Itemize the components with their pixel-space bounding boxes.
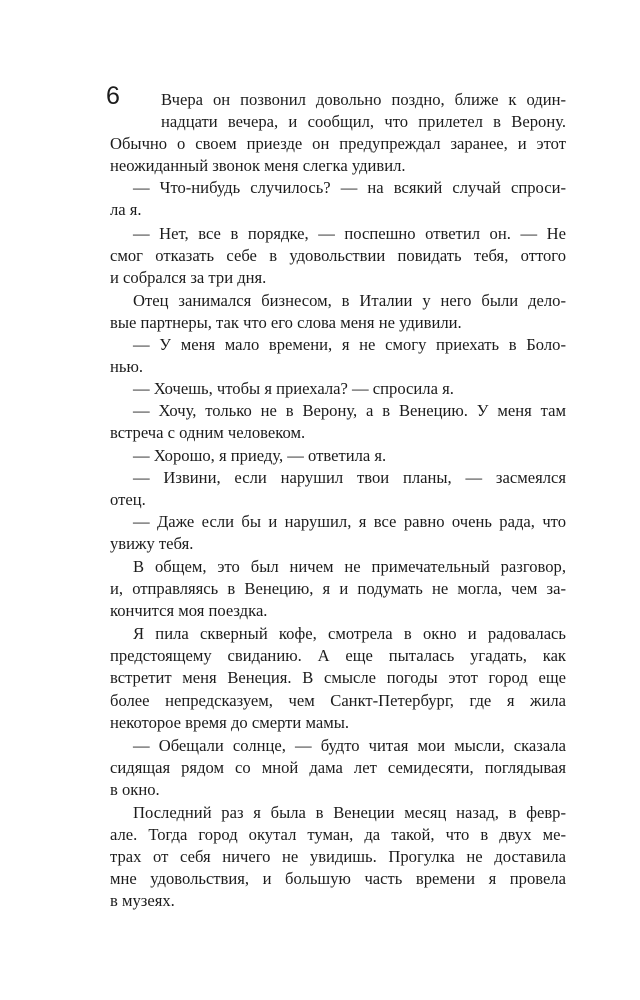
text-line: предстоящему свиданию. А еще пыталась угадать, как xyxy=(110,646,566,666)
text-line: — Даже если бы и нарушил, я все равно очень рада, что xyxy=(133,511,566,531)
text-line: и, отправляясь в Венецию, я и подумать не могла, чем за- xyxy=(110,579,566,599)
text-line: надцати вечера, и сообщил, что прилетел в Верону. xyxy=(161,112,566,132)
text-line: и собрался за три дня. xyxy=(110,267,267,287)
text-line: в музеях. xyxy=(110,891,175,911)
text-line: Последний раз я была в Венеции месяц назад, в февр- xyxy=(133,803,566,822)
text-line: — Извини, если нарушил твои планы, — засмеялся xyxy=(133,467,566,487)
text-line: — Что-нибудь случилось? — на всякий случай спроси- xyxy=(133,178,566,198)
text-line: нью. xyxy=(110,357,143,377)
text-line: В общем, это был ничем не примечательный разговор, xyxy=(133,556,566,576)
text-line: сидящая рядом со мной дама лет семидесяти, поглядывая xyxy=(110,757,566,777)
text-line: ла я. xyxy=(110,200,142,220)
chapter-number: 6 xyxy=(106,82,120,110)
text-line: трах от себя ничего не увидишь. Прогулка не доставила xyxy=(110,847,566,867)
body-text xyxy=(110,89,566,912)
text-line: — Нет, все в порядке, — поспешно ответил он. — Не xyxy=(133,223,566,243)
text-line: встретит меня Венеция. В смысле погоды этот город еще xyxy=(110,668,566,688)
text-line: некоторое время до смерти мамы. xyxy=(110,712,349,732)
text-line: мне удовольствия, и большую часть времени я провела xyxy=(110,869,566,889)
text-line: — Хочешь, чтобы я приехала? — спросила я. xyxy=(133,379,454,399)
text-line: — Хочу, только не в Верону, а в Венецию. У меня там xyxy=(133,401,566,421)
text-line: встреча с одним человеком. xyxy=(110,423,306,443)
text-line: неожиданный звонок меня слегка удивил. xyxy=(110,156,406,176)
text-line: Вчера он позвонил довольно поздно, ближе к один- xyxy=(161,90,566,109)
text-line: кончится моя поездка. xyxy=(110,601,268,621)
text-line: вые партнеры, так что его слова меня не удивили. xyxy=(110,312,462,332)
text-line: Отец занимался бизнесом, в Италии у него были дело- xyxy=(133,290,566,310)
text-line: Обычно о своем приезде он предупреждал заранее, и этот xyxy=(110,134,566,154)
text-line: в окно. xyxy=(110,779,160,799)
text-line: более непредсказуем, чем Санкт-Петербург, где я жила xyxy=(110,690,566,710)
text-line: — Обещали солнце, — будто читая мои мысли, сказала xyxy=(133,735,566,755)
text-line: Я пила скверный кофе, смотрела в окно и радовалась xyxy=(133,624,566,644)
text-line: увижу тебя. xyxy=(110,533,194,553)
text-line: — Хорошо, я приеду, — ответила я. xyxy=(133,445,387,465)
text-line: смог отказать себе в удовольствии повидать тебя, оттого xyxy=(110,245,566,265)
text-line: отец. xyxy=(110,489,146,509)
text-line: — У меня мало времени, я не смогу приехать в Боло- xyxy=(133,335,566,355)
text-line: але. Тогда город окутал туман, да такой, что в двух ме- xyxy=(110,825,566,845)
